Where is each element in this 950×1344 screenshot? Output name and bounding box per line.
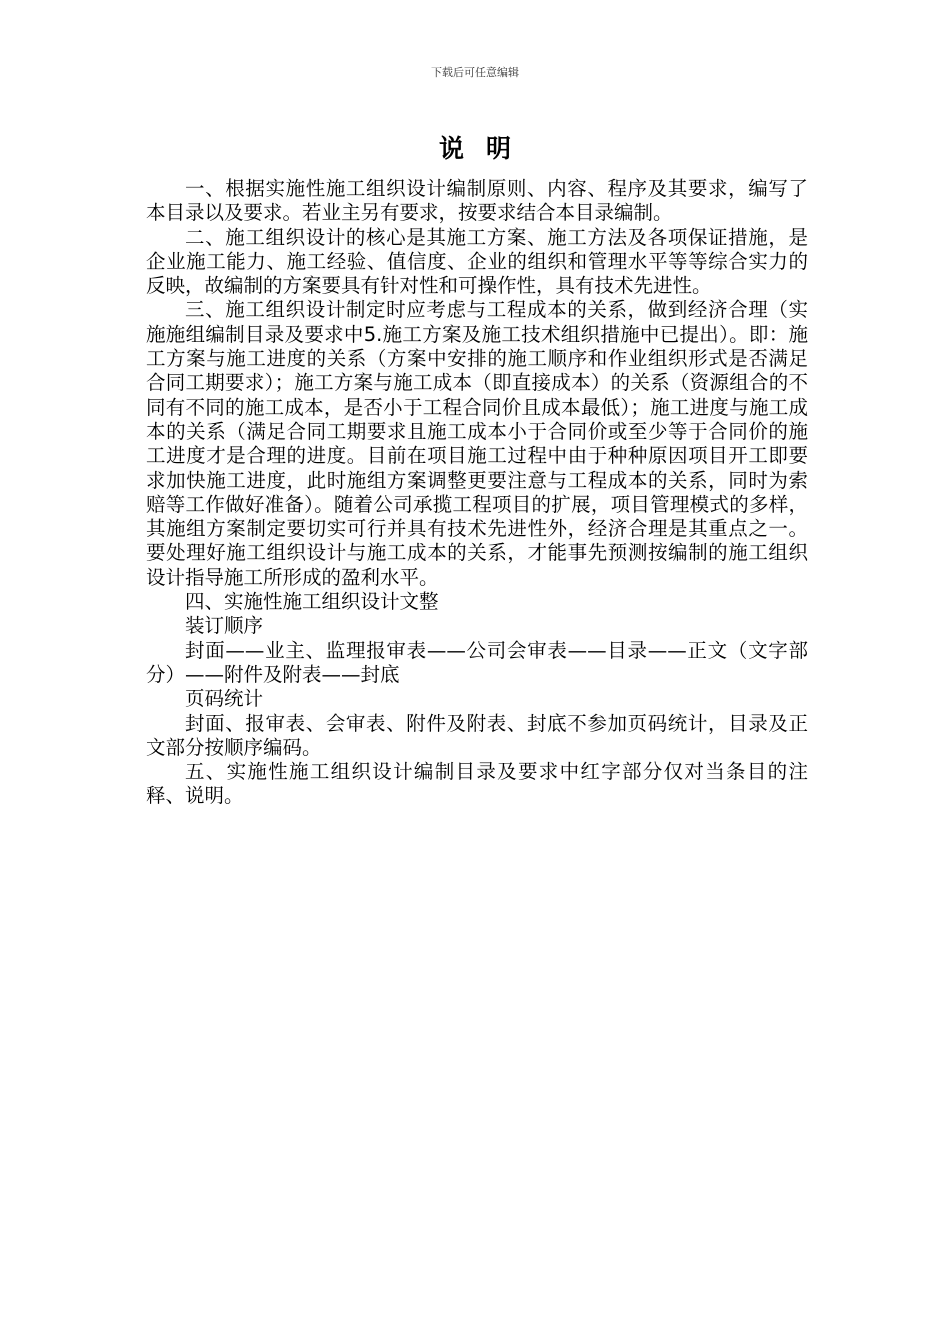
header-note: 下载后可任意编辑 [431,66,519,79]
subheading-binding-order: 装订顺序 [185,614,264,638]
paragraph-binding-order: 封面——业主、监理报审表——公司会审表——目录——正文（文字部分）——附件及附表——封底 [146,638,808,686]
page-title: 说明 [438,134,533,163]
paragraph-5: 五、实施性施工组织设计编制目录及要求中红字部分仅对当条目的注释、说明。 [146,760,808,808]
paragraph-1: 一、根据实施性施工组织设计编制原则、内容、程序及其要求，编写了本目录以及要求。若业主另有要求，按要求结合本目录编制。 [146,177,808,225]
paragraph-4: 四、实施性施工组织设计文整 [185,590,439,614]
body-text [146,177,808,809]
subheading-page-count: 页码统计 [185,687,264,711]
paragraph-3: 三、施工组织设计制定时应考虑与工程成本的关系，做到经济合理（实施施组编制目录及要求中5.施工方案及施工技术组织措施中已提出）。即：施工方案与施工进度的关系（方案中安排的施工顺序和作业组织形式是否满足合同工期要求）；施工方案与施工成本（即直接成本）的关系（资源组合的不同有不同的施工成本，是否小于工程合同价且成本最低）；施工进度与施工成本的关系（满足合同工期要求且施工成本小于合同价或至少等于合同价的施工进度才是合理的进度。目前在项目施工过程中由于种种原因项目开工即要求加快施工进度，此时施组方案调整更要注意与工程成本的关系，同时为索赔等工作做好准备）。随着公司承揽工程项目的扩展，项目管理模式的多样，其施组方案制定要切实可行并具有技术先进性外，经济合理是其重点之一。要处理好施工组织设计与施工成本的关系，才能事先预测按编制的施工组织设计指导施工所形成的盈利水平。 [146,298,808,589]
paragraph-2: 二、施工组织设计的核心是其施工方案、施工方法及各项保证措施，是企业施工能力、施工经验、值信度、企业的组织和管理水平等等综合实力的反映，故编制的方案要具有针对性和可操作性，具有技术先进性。 [146,225,808,298]
paragraph-page-count: 封面、报审表、会审表、附件及附表、封底不参加页码统计，目录及正文部分按顺序编码。 [146,711,808,759]
